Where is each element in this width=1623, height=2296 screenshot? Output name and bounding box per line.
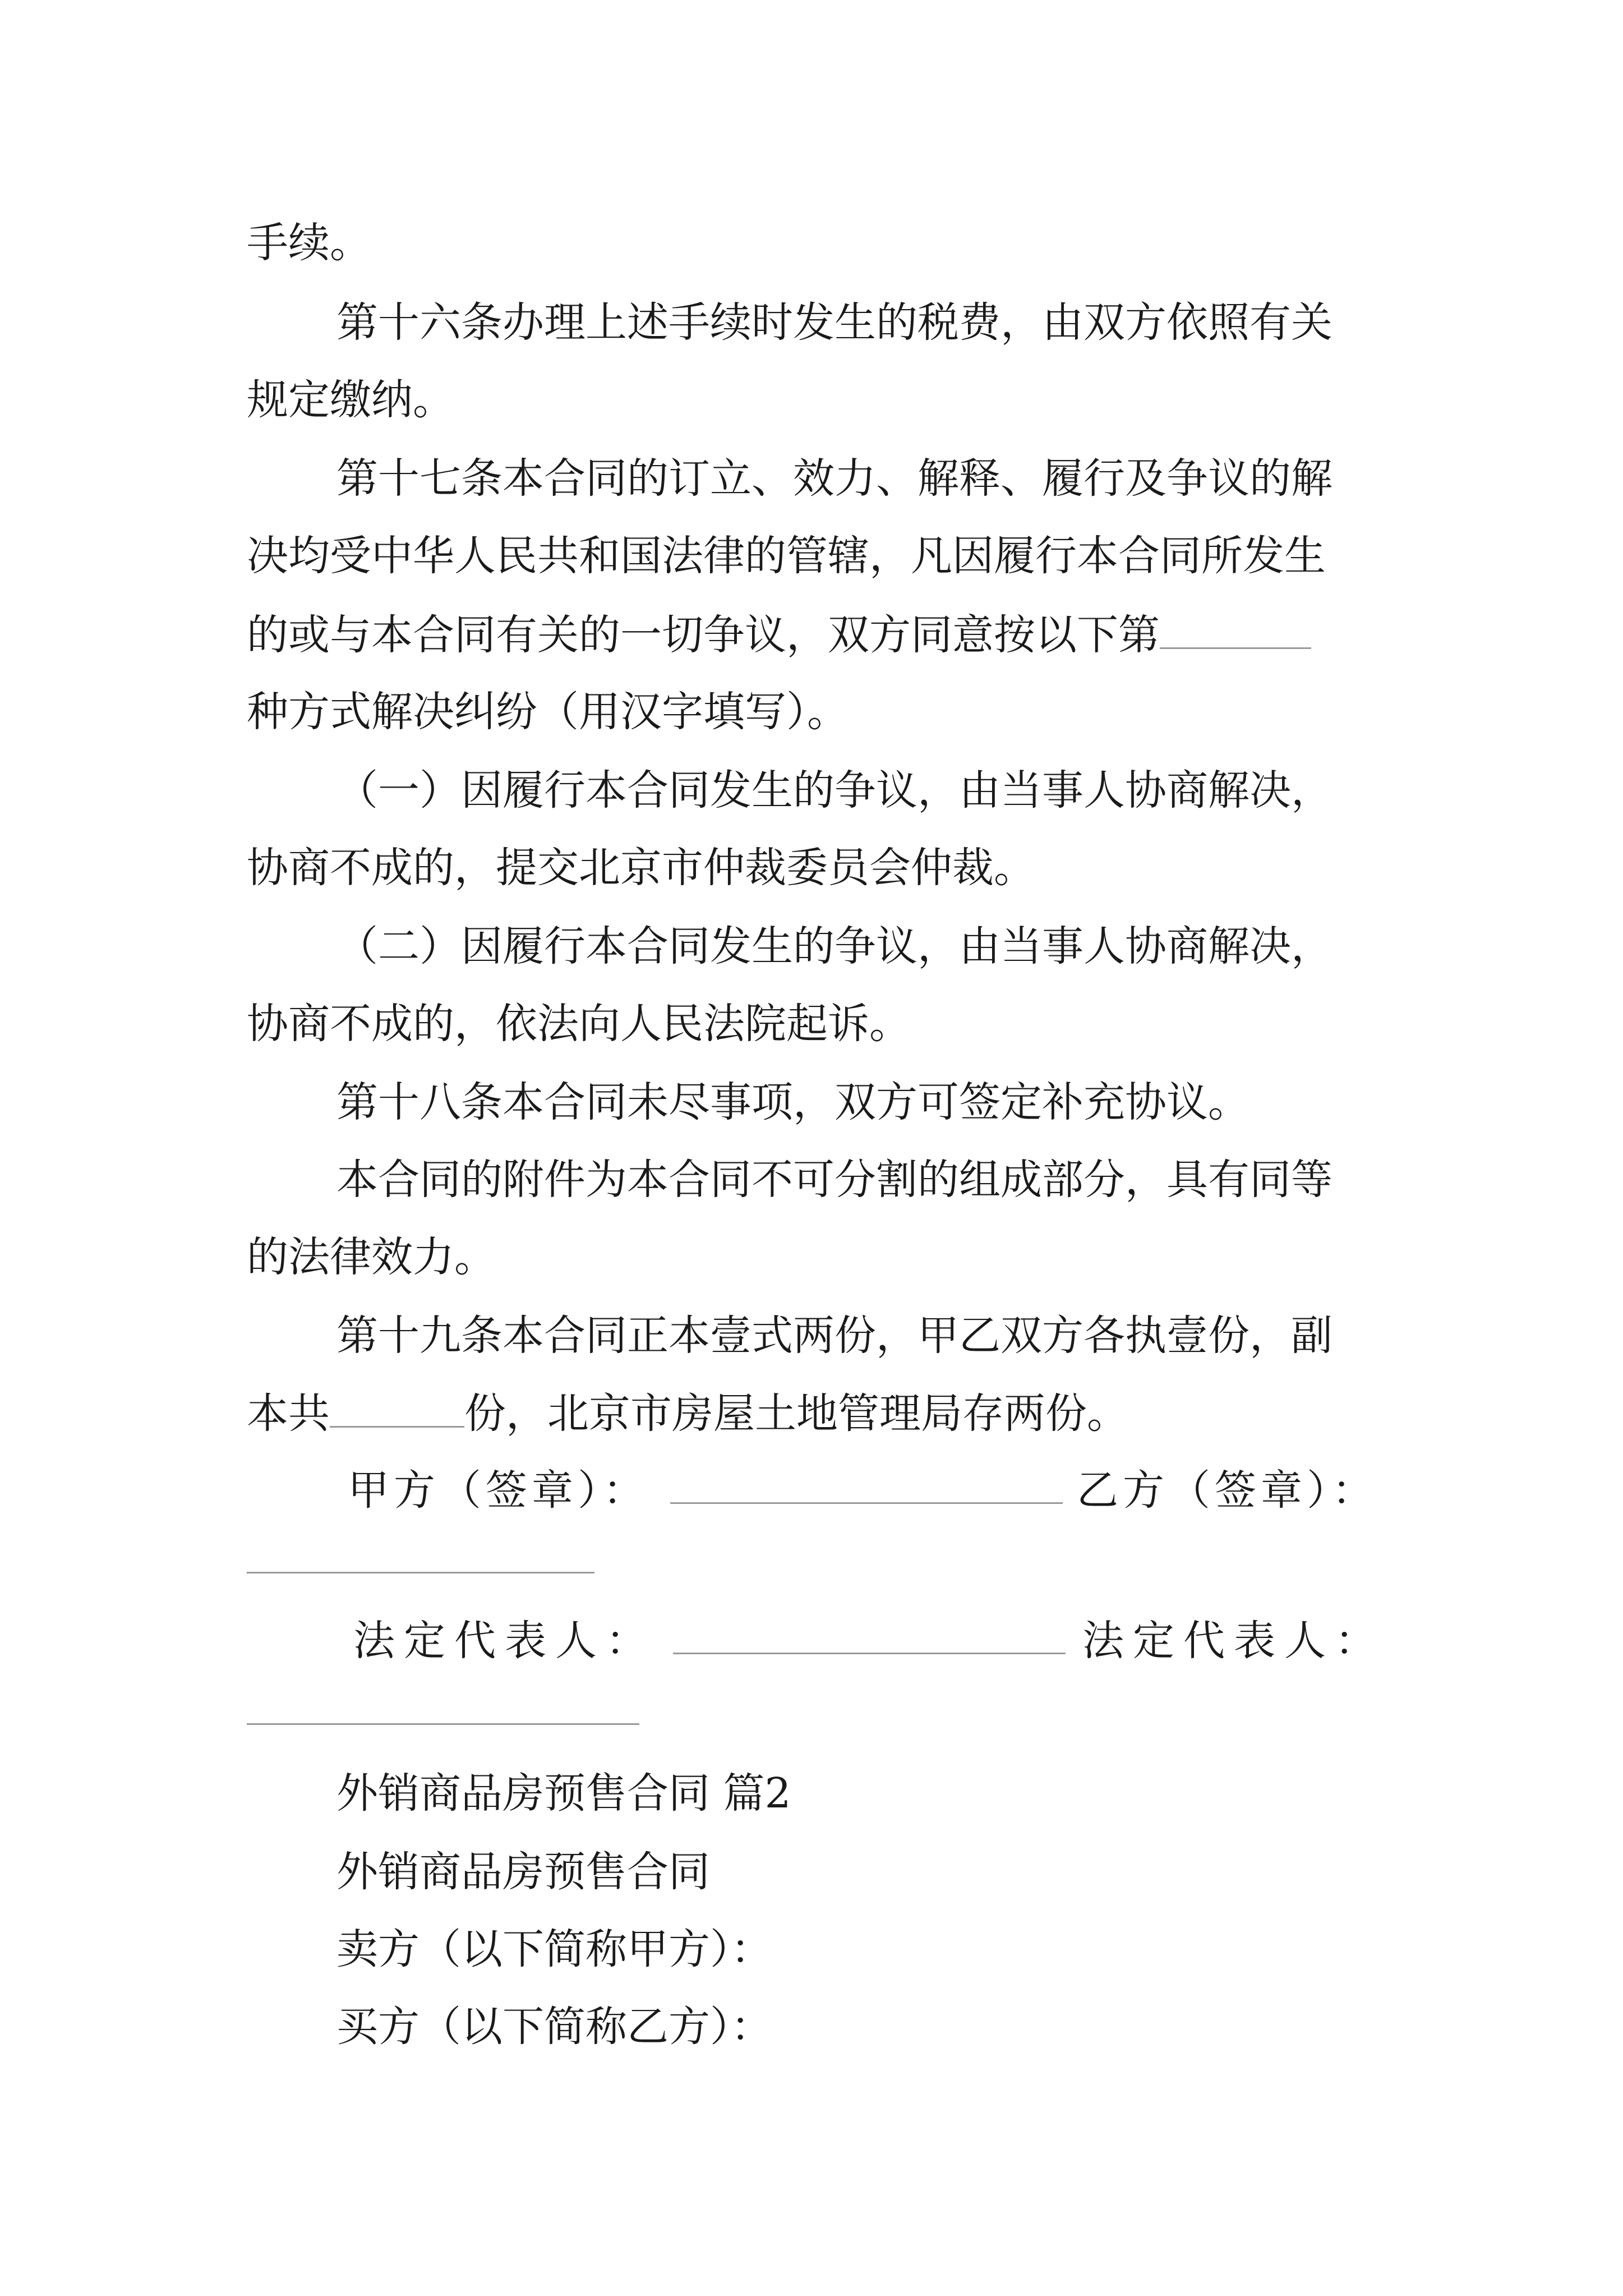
article-16-line-1: 第十六条办理上述手续时发生的税费，由双方依照有关 [336, 298, 1332, 347]
party-b-signature-label: 乙方（签章）： [1077, 1466, 1378, 1515]
article-17-line-3-text: 的或与本合同有关的一切争议，双方同意按以下第 [247, 611, 1160, 659]
article-19-line-2-suffix: 份，北京市房屋土地管理局存两份。 [464, 1389, 1128, 1438]
dispute-method-blank[interactable] [1160, 609, 1311, 649]
contract-title: 外销商品房预售合同 [336, 1848, 710, 1896]
party-a-representative-line[interactable] [673, 1653, 1066, 1654]
appendix-line-1: 本合同的附件为本合同不可分割的组成部分，具有同等 [336, 1156, 1332, 1204]
article-16-line-2: 规定缴纳。 [247, 376, 454, 424]
article-18-line: 第十八条本合同未尽事项，双方可签定补充协议。 [336, 1078, 1249, 1126]
article-17-line-2: 决均受中华人民共和国法律的管辖，凡因履行本合同所发生 [247, 532, 1326, 580]
section-heading: 外销商品房预售合同 篇2 [336, 1769, 791, 1818]
seller-line: 卖方（以下简称甲方）： [336, 1925, 772, 1973]
text-line: 手续。 [247, 219, 371, 267]
article-17-line-3 [247, 609, 1311, 660]
article-17-line-1: 第十七条本合同的订立、效力、解释、履行及争议的解 [336, 454, 1332, 503]
party-a-signature-line[interactable] [670, 1502, 1063, 1504]
party-b-representative-label: 法定代表人： [1082, 1617, 1385, 1665]
appendix-line-2: 的法律效力。 [247, 1233, 496, 1281]
party-b-signature-line[interactable] [247, 1572, 594, 1573]
party-b-representative-line[interactable] [247, 1723, 639, 1725]
article-19-line-2-prefix: 本共 [247, 1389, 330, 1438]
article-17-line-4: 种方式解决纠纷（用汉字填写）。 [247, 688, 849, 736]
option-1-line-1: （一）因履行本合同发生的争议，由当事人协商解决， [336, 766, 1332, 815]
article-19-line-2 [247, 1388, 1128, 1439]
option-1-line-2: 协商不成的，提交北京市仲裁委员会仲裁。 [247, 844, 1035, 892]
copies-count-blank[interactable] [330, 1388, 464, 1428]
party-a-representative-label: 法定代表人： [353, 1617, 656, 1665]
article-19-line-1: 第十九条本合同正本壹式两份，甲乙双方各执壹份，副 [336, 1312, 1332, 1360]
option-2-line-1: （二）因履行本合同发生的争议，由当事人协商解决， [336, 922, 1332, 970]
party-a-signature-label: 甲方（签章）： [348, 1466, 649, 1515]
buyer-line: 买方（以下简称乙方）： [336, 2003, 772, 2051]
option-2-line-2: 协商不成的，依法向人民法院起诉。 [247, 1000, 911, 1048]
